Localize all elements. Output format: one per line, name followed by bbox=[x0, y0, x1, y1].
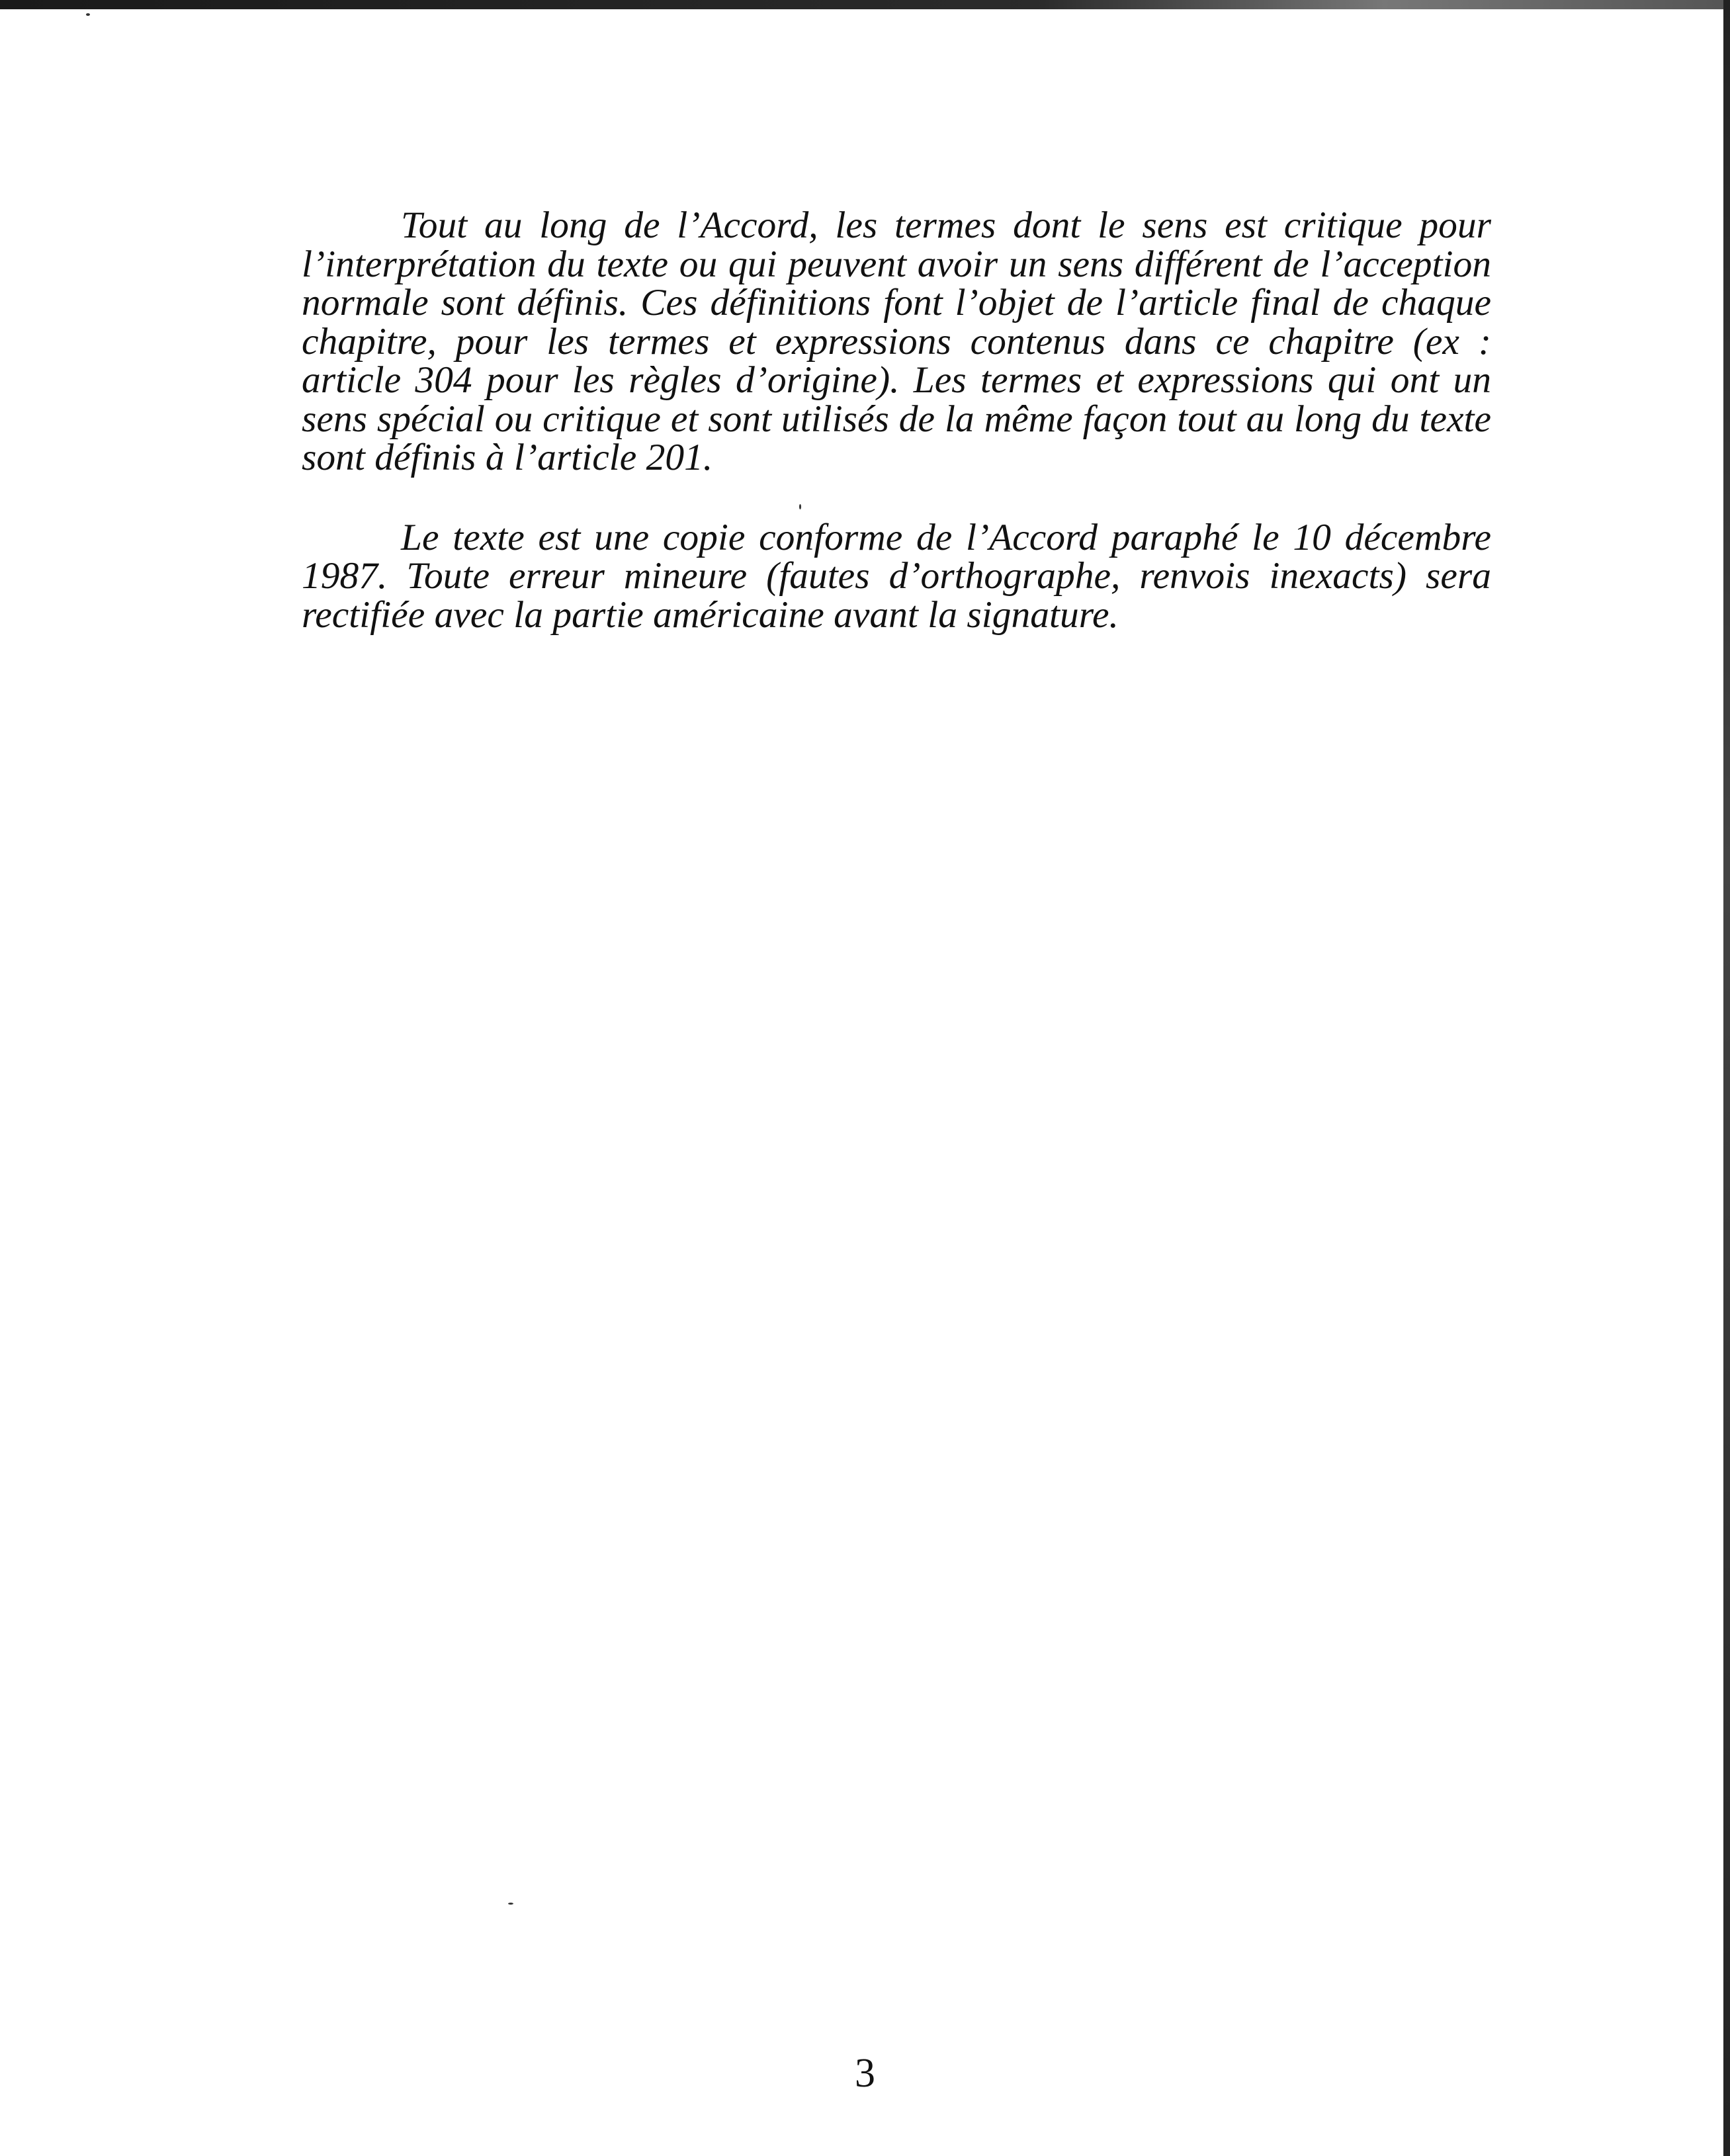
scan-border-top bbox=[0, 0, 1730, 9]
scan-speck bbox=[508, 1903, 513, 1905]
page-number: 3 bbox=[855, 2051, 875, 2096]
document-body bbox=[302, 206, 1491, 634]
scan-speck bbox=[86, 13, 90, 16]
scan-border-right bbox=[1723, 0, 1730, 2156]
paragraph-certified-copy: Le texte est une copie conforme de l’Accord paraphé le 10 décembre 1987. Toute erreur mineure (fautes d’orthographe, renvois inexacts) sera rectifiée avec la partie américaine avant la signature. bbox=[302, 516, 1491, 636]
paragraph-definitions: Tout au long de l’Accord, les termes dont le sens est critique pour l’interprétation du texte ou qui peuvent avoir un sens différent de l’acception normale sont définis. Ces définitions font l’objet de l’article final de chaque chapitre, pour les termes et expressions contenus dans ce chapitre (ex : article 304 pour les règles d’origine). Les termes et expressions qui ont un sens spécial ou critique et sont utilisés de la même façon tout au long du texte sont définis à l’article 201. bbox=[302, 204, 1491, 478]
